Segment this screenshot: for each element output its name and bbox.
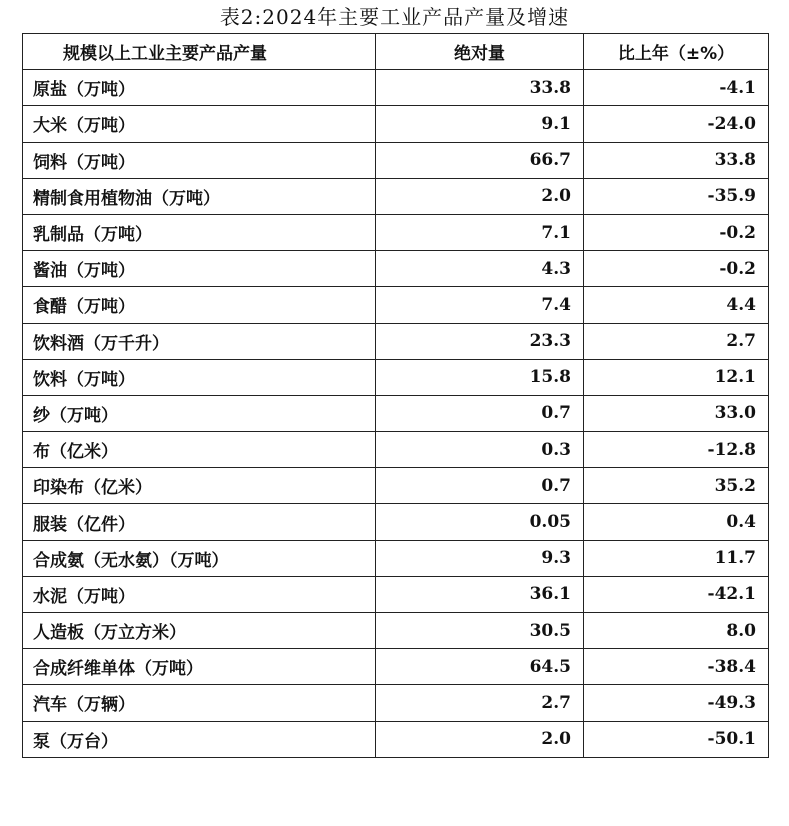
product-name-cell: 纱（万吨） — [23, 395, 376, 431]
table-row — [23, 323, 769, 359]
change-cell: 2.7 — [584, 323, 769, 359]
table-body — [23, 70, 769, 758]
table-row — [23, 214, 769, 250]
header-row — [23, 34, 769, 70]
change-cell: -35.9 — [584, 178, 769, 214]
header-product: 规模以上工业主要产品产量 — [23, 34, 376, 70]
amount-cell: 9.1 — [376, 106, 584, 142]
product-name-cell: 合成氨（无水氨）（万吨） — [23, 540, 376, 576]
table-row — [23, 721, 769, 757]
amount-cell: 0.05 — [376, 504, 584, 540]
amount-cell: 30.5 — [376, 613, 584, 649]
change-cell: -38.4 — [584, 649, 769, 685]
change-cell: 4.4 — [584, 287, 769, 323]
amount-cell: 66.7 — [376, 142, 584, 178]
change-cell: -24.0 — [584, 106, 769, 142]
table-row — [23, 395, 769, 431]
amount-cell: 2.0 — [376, 178, 584, 214]
amount-cell: 7.4 — [376, 287, 584, 323]
change-cell: 35.2 — [584, 468, 769, 504]
product-name-cell: 服装（亿件） — [23, 504, 376, 540]
product-name-cell: 人造板（万立方米） — [23, 613, 376, 649]
amount-cell: 33.8 — [376, 70, 584, 106]
change-cell: -49.3 — [584, 685, 769, 721]
amount-cell: 36.1 — [376, 576, 584, 612]
product-name-cell: 印染布（亿米） — [23, 468, 376, 504]
header-amount: 绝对量 — [376, 34, 584, 70]
amount-cell: 0.7 — [376, 468, 584, 504]
table-row — [23, 576, 769, 612]
amount-cell: 9.3 — [376, 540, 584, 576]
change-cell: -42.1 — [584, 576, 769, 612]
table-row — [23, 287, 769, 323]
table-row — [23, 70, 769, 106]
product-name-cell: 水泥（万吨） — [23, 576, 376, 612]
table-row — [23, 685, 769, 721]
table-row — [23, 359, 769, 395]
product-name-cell: 原盐（万吨） — [23, 70, 376, 106]
table-row — [23, 251, 769, 287]
product-name-cell: 布（亿米） — [23, 432, 376, 468]
table-row — [23, 178, 769, 214]
table-row — [23, 504, 769, 540]
production-table — [22, 33, 769, 758]
table-row — [23, 649, 769, 685]
amount-cell: 23.3 — [376, 323, 584, 359]
table-row — [23, 432, 769, 468]
table-header — [23, 34, 769, 70]
product-name-cell: 合成纤维单体（万吨） — [23, 649, 376, 685]
change-cell: 8.0 — [584, 613, 769, 649]
product-name-cell: 酱油（万吨） — [23, 251, 376, 287]
table-row — [23, 540, 769, 576]
amount-cell: 4.3 — [376, 251, 584, 287]
product-name-cell: 大米（万吨） — [23, 106, 376, 142]
change-cell: -50.1 — [584, 721, 769, 757]
change-cell: -12.8 — [584, 432, 769, 468]
amount-cell: 64.5 — [376, 649, 584, 685]
product-name-cell: 饮料酒（万千升） — [23, 323, 376, 359]
change-cell: 11.7 — [584, 540, 769, 576]
header-change: 比上年（±%） — [584, 34, 769, 70]
change-cell: -0.2 — [584, 251, 769, 287]
product-name-cell: 汽车（万辆） — [23, 685, 376, 721]
change-cell: 33.8 — [584, 142, 769, 178]
table-row — [23, 106, 769, 142]
product-name-cell: 饮料（万吨） — [23, 359, 376, 395]
amount-cell: 7.1 — [376, 214, 584, 250]
change-cell: 12.1 — [584, 359, 769, 395]
change-cell: -0.2 — [584, 214, 769, 250]
table-row — [23, 468, 769, 504]
amount-cell: 2.0 — [376, 721, 584, 757]
change-cell: 0.4 — [584, 504, 769, 540]
product-name-cell: 泵（万台） — [23, 721, 376, 757]
amount-cell: 15.8 — [376, 359, 584, 395]
amount-cell: 0.7 — [376, 395, 584, 431]
amount-cell: 2.7 — [376, 685, 584, 721]
product-name-cell: 精制食用植物油（万吨） — [23, 178, 376, 214]
table-row — [23, 142, 769, 178]
product-name-cell: 乳制品（万吨） — [23, 214, 376, 250]
change-cell: 33.0 — [584, 395, 769, 431]
product-name-cell: 饲料（万吨） — [23, 142, 376, 178]
product-name-cell: 食醋（万吨） — [23, 287, 376, 323]
table-row — [23, 613, 769, 649]
amount-cell: 0.3 — [376, 432, 584, 468]
table-title: 表2:2024年主要工业产品产量及增速 — [219, 5, 570, 29]
change-cell: -4.1 — [584, 70, 769, 106]
